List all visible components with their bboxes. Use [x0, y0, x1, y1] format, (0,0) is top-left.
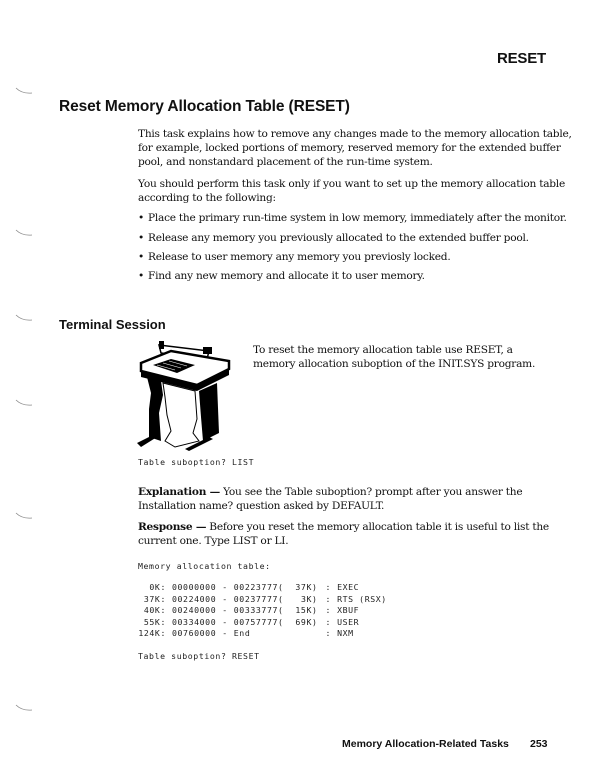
memory-start-cell: 00224000: [172, 593, 217, 604]
memory-end-cell: 00333777: [233, 605, 278, 616]
binder-mark: [14, 512, 34, 520]
list-item: [138, 231, 578, 245]
memory-colon-cell: :: [325, 628, 332, 639]
memory-allocation-table: [138, 582, 387, 640]
response-paragraph: [138, 520, 578, 548]
binder-mark: [14, 229, 34, 237]
memory-size-cell: 69K): [295, 616, 318, 627]
memory-end-cell: 00757777: [233, 616, 278, 627]
explanation-text: You see the Table suboption? prompt after you answer the Installation name? question asked by DEFAULT.: [138, 486, 523, 512]
memory-open-cell: (: [278, 605, 284, 616]
binder-mark: [14, 314, 34, 322]
bullet-icon: •: [138, 270, 144, 282]
when-to-use-paragraph: You should perform this task only if you want to set up the memory allocation table according to the following:: [138, 178, 565, 204]
memory-base-cell: 55K:: [143, 616, 166, 627]
memory-colon-cell: :: [325, 582, 332, 592]
memory-name-cell: USER: [337, 616, 360, 627]
memory-colon-cell: :: [325, 605, 332, 616]
list-item: [138, 250, 578, 264]
bullet-icon: •: [138, 251, 144, 263]
memory-size-cell: 3K): [300, 593, 318, 604]
memory-base-cell: 40K:: [143, 605, 166, 616]
memory-open-cell: (: [278, 616, 284, 627]
response-text: Before you reset the memory allocation table it is useful to list the current one. Type LIST or LI.: [138, 521, 549, 547]
bullet-icon: •: [138, 232, 144, 244]
memory-base-cell: 37K:: [143, 593, 166, 604]
memory-dash-cell: -: [222, 593, 228, 604]
memory-name-cell: NXM: [337, 628, 354, 639]
memory-size-cell: 37K): [295, 582, 318, 592]
memory-base-cell: 0K:: [149, 582, 166, 592]
terminal-prompt-reset: Table suboption? RESET: [138, 651, 260, 661]
memory-colon-cell: :: [325, 616, 332, 627]
response-label: Response —: [138, 521, 207, 533]
teletype-terminal-icon: [137, 337, 233, 453]
list-item-text: Find any new memory and allocate it to user memory.: [148, 270, 425, 282]
section-title: Reset Memory Allocation Table (RESET): [59, 98, 350, 115]
table-row: [138, 605, 387, 617]
memory-dash-cell: -: [222, 616, 228, 627]
memory-colon-cell: :: [325, 593, 332, 604]
explanation-paragraph: [138, 485, 578, 513]
binder-mark: [14, 704, 34, 712]
memory-dash-cell: -: [222, 582, 228, 592]
memory-open-cell: (: [278, 582, 284, 592]
subsection-title: Terminal Session: [59, 317, 166, 332]
memory-start-cell: 00240000: [172, 605, 217, 616]
explanation-label: Explanation —: [138, 486, 220, 498]
memory-size-cell: 15K): [295, 605, 318, 616]
list-item-text: Release any memory you previously allocated to the extended buffer pool.: [148, 232, 529, 244]
terminal-prompt-list: Table suboption? LIST: [138, 457, 255, 467]
list-item: [138, 269, 578, 283]
list-item-text: Release to user memory any memory you previosly locked.: [148, 251, 451, 263]
table-row: [138, 594, 387, 606]
memory-end-cell: 00237777: [233, 593, 278, 604]
memory-end-cell: 00223777: [233, 582, 278, 592]
memory-dash-cell: -: [222, 628, 228, 639]
memory-end-cell: End: [233, 628, 251, 639]
memory-base-cell: 124K:: [138, 628, 166, 639]
memory-dash-cell: -: [222, 605, 228, 616]
table-row: [138, 582, 387, 594]
table-row: [138, 628, 387, 640]
table-row: [138, 617, 387, 629]
binder-mark: [14, 399, 34, 407]
page-number: 253: [530, 738, 548, 750]
list-item-text: Place the primary run-time system in low memory, immediately after the monitor.: [148, 212, 567, 224]
memory-name-cell: RTS (RSX): [337, 593, 387, 604]
memory-open-cell: (: [278, 593, 284, 604]
memory-name-cell: XBUF: [337, 605, 360, 616]
memory-start-cell: 00000000: [172, 582, 217, 592]
bullet-list: [138, 211, 578, 288]
list-item: [138, 211, 578, 225]
footer-title: Memory Allocation-Related Tasks: [342, 738, 509, 750]
bullet-icon: •: [138, 212, 144, 224]
memory-start-cell: 00334000: [172, 616, 217, 627]
memory-name-cell: EXEC: [337, 582, 360, 592]
memory-size-cell: [284, 628, 318, 640]
running-head: RESET: [496, 50, 546, 67]
intro-paragraph: This task explains how to remove any changes made to the memory allocation table, for example, locked portions of memory, reserved memory for the extended buffer pool, and nonstandard placement of the run-time system.: [138, 128, 572, 168]
terminal-description: To reset the memory allocation table use RESET, a memory allocation suboption of the INIT.SYS program.: [253, 344, 536, 370]
memory-start-cell: 00760000: [172, 628, 217, 639]
memory-table-title: Memory allocation table:: [138, 561, 271, 571]
binder-mark: [14, 87, 34, 95]
